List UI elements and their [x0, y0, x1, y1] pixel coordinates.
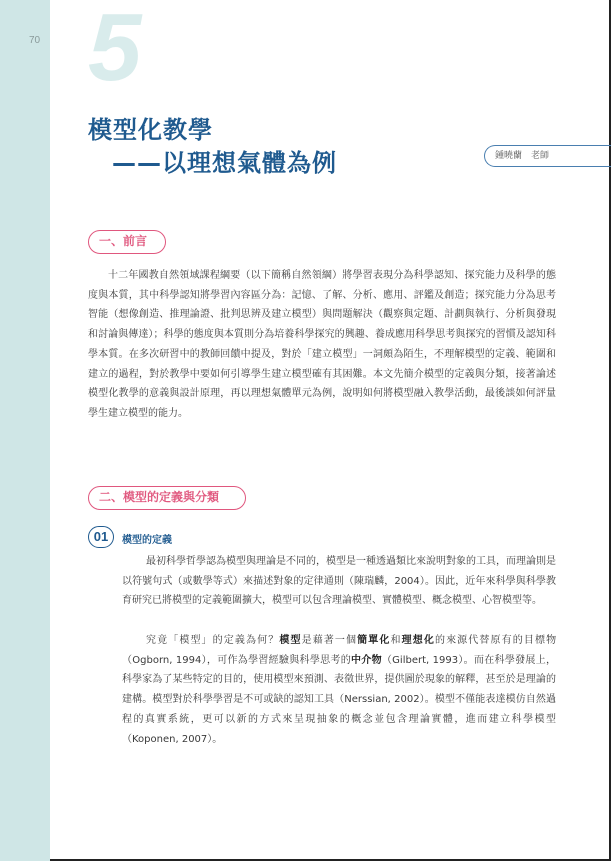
keyword-simplified: 簡單化	[357, 635, 391, 646]
author-label: 鍾曉蘭 老師	[484, 145, 611, 167]
page-subtitle: ——以理想氣體為例	[112, 149, 337, 177]
page-number: 70	[29, 35, 41, 46]
section-heading-definition: 二、模型的定義與分類	[88, 486, 246, 510]
text-span: 的來源代替原有的目標物（Ogborn, 1994），可作為學習經驗與科學思考的	[122, 635, 557, 666]
definition-paragraph-2	[122, 631, 556, 749]
keyword-model: 模型	[279, 635, 302, 646]
intro-paragraph: 十二年國教自然領域課程綱要（以下簡稱自然領綱）將學習表現分為科學認知、探究能力及科學的態度與本質，其中科學認知將學習內容區分為：記憶、了解、分析、應用、評鑑及創造；探究能力分為思考智能（想像創造、推理論證、批判思辨及建立模型）與問題解決（觀察與定題、計劃與執行、分析與發現和討論與傳達）；科學的態度與本質則分為培養科學探究的興趣、養成應用科學思考與探究的習慣及認知科學本質。在多次研習中的教師回饋中提及，對於「建立模型」一詞頗為陌生，不理解模型的定義、範圍和建立的過程，對於教學中要如何引導學生建立模型確有其困難。本文先簡介模型的定義與分類，接著論述模型化教學的意義與設計原理，再以理想氣體單元為例，說明如何將模型融入教學活動，最後談如何評量學生建立模型的能力。	[88, 270, 556, 419]
text-span: 究竟「模型」的定義為何？	[146, 635, 280, 646]
text-span: 和	[390, 635, 402, 646]
text-span: （Gilbert, 1993）。而在科學發展上，科學家為了某些特定的目的，使用模型來預測、表徵世界，提供圖於現象的解釋，甚至於是理論的建構。模型對於科學學習是不可或缺的認知工具（Nerssian, 2002）。模型不僅能表達模仿自然過程的真實系統，更可以新的方式來呈現抽象的概念並包含理論實體，進而建立科學模型（Koponen, 2007）。	[122, 654, 557, 745]
subsection-number-badge: 01	[88, 526, 114, 548]
definition-paragraph-1: 最初科學哲學認為模型與理論是不同的，模型是一種透過類比來說明對象的工具，而理論則是以符號句式（或數學等式）來描述對象的定律通則（陳瑞麟，2004）。因此，近年來科學與科學教育研究已將模型的定義範圍擴大，模型可以包含理論模型、實體模型、概念模型、心智模型等。	[122, 556, 556, 607]
keyword-mediator: 中介物	[351, 654, 382, 666]
side-band	[0, 0, 50, 861]
page-title: 模型化教學	[88, 116, 213, 144]
subsection-title: 模型的定義	[122, 535, 172, 546]
section-heading-intro: 一、前言	[88, 230, 166, 254]
keyword-idealized: 理想化	[401, 635, 435, 646]
text-span: 是藉著一個	[301, 635, 358, 646]
chapter-number: 5	[88, 0, 142, 101]
